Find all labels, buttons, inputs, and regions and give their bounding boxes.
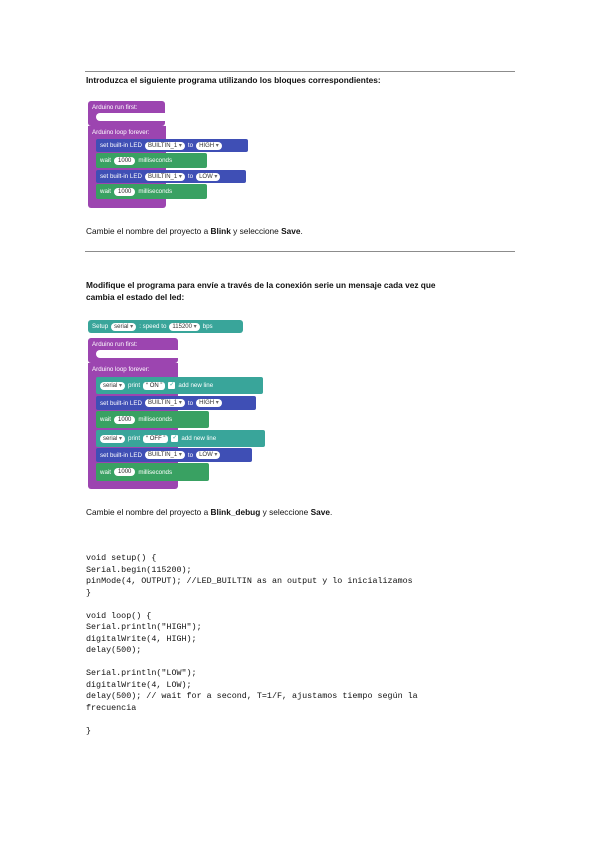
rename-instruction-1 [86, 225, 303, 237]
set-led-label: set built-in LED [100, 142, 142, 149]
loop-forever-header [88, 363, 178, 375]
rename-suffix: . [300, 226, 303, 236]
to-label: to [187, 399, 194, 407]
print-text-input[interactable]: “ ON ” [143, 382, 165, 390]
save-action: Save [281, 226, 301, 236]
serial-print-off-block[interactable] [96, 430, 265, 447]
to-label: to [187, 173, 194, 180]
add-new-line-checkbox[interactable]: ✓ [172, 435, 178, 441]
serial-print-on-block[interactable] [96, 377, 263, 394]
print-label: print [128, 435, 141, 442]
project-name: Blink [210, 226, 231, 236]
rename-suffix: . [330, 507, 333, 517]
pin-dropdown[interactable]: BUILTIN_1 ▾ [145, 451, 185, 459]
wait-label: wait [100, 468, 112, 476]
loop-forever-label: Arduino loop forever: [92, 365, 150, 373]
section2-heading-line2: cambia el estado del led: [86, 292, 185, 302]
project-name: Blink_debug [210, 507, 261, 517]
wait-block-1[interactable] [96, 411, 209, 428]
run-first-slot [96, 113, 165, 121]
serial-port-dropdown[interactable]: serial ▾ [111, 323, 136, 331]
rename-prefix: Cambie el nombre del proyecto a [86, 226, 211, 236]
wait-unit-label: milliseconds [138, 416, 173, 423]
divider-top [85, 71, 515, 72]
arduino-code-listing: void setup() { Serial.begin(115200); pinMode(4, OUTPUT); //LED_BUILTIN as an output y lo inicializamos } void loop() { Serial.println("HIGH"); digitalWrite(4, HIGH); delay(500); Serial.println("LOW"); digitalWrite(4, LOW); delay(500); // wait for a second, T=1/F, ajustamos tiempo según la frecuencia } [86, 553, 418, 736]
set-led-high-block[interactable] [96, 139, 248, 152]
rename-middle: y seleccione [230, 226, 282, 236]
run-first-block[interactable] [88, 338, 178, 350]
wait-block-1[interactable] [96, 153, 207, 168]
to-label: to [187, 451, 194, 459]
run-first-slot [96, 350, 178, 358]
serial-port-dropdown[interactable]: serial ▾ [100, 435, 125, 443]
run-first-label: Arduino run first: [92, 103, 138, 111]
wait-label: wait [100, 157, 112, 164]
run-first-block[interactable] [88, 101, 165, 113]
set-led-label: set built-in LED [100, 451, 142, 459]
to-label: to [187, 142, 194, 149]
wait-block-2[interactable] [96, 184, 207, 199]
print-text: ON [149, 382, 159, 389]
wait-unit-label: milliseconds [138, 468, 173, 476]
add-new-line-label: add new line [178, 382, 214, 389]
wait-unit-label: milliseconds [138, 188, 173, 195]
pin-dropdown[interactable]: BUILTIN_1 ▾ [145, 399, 185, 407]
pin-dropdown[interactable]: BUILTIN_1 ▾ [145, 142, 185, 150]
baud-rate-dropdown[interactable]: 115200 ▾ [169, 323, 199, 331]
set-led-low-block[interactable] [96, 170, 246, 183]
wait-block-2[interactable] [96, 463, 209, 481]
wait-value-input[interactable]: 1000 [114, 468, 135, 476]
divider-middle [85, 251, 515, 252]
rename-instruction-2 [86, 506, 332, 518]
serial-port-dropdown[interactable]: serial ▾ [100, 382, 125, 390]
loop-forever-label: Arduino loop forever: [92, 128, 150, 136]
speed-label: : speed to [139, 323, 167, 330]
rename-prefix: Cambie el nombre del proyecto a [86, 507, 211, 517]
loop-forever-header [88, 126, 166, 138]
wait-unit-label: milliseconds [138, 157, 173, 164]
wait-value-input[interactable]: 1000 [114, 157, 135, 165]
state-dropdown[interactable]: LOW ▾ [196, 451, 220, 459]
set-led-high-block[interactable] [96, 396, 256, 410]
save-action: Save [310, 507, 330, 517]
run-first-label: Arduino run first: [92, 340, 138, 348]
print-label: print [128, 382, 141, 389]
state-dropdown[interactable]: HIGH ▾ [196, 399, 222, 407]
rename-middle: y seleccione [260, 507, 311, 517]
wait-label: wait [100, 188, 112, 195]
wait-value-input[interactable]: 1000 [114, 416, 135, 424]
setup-serial-block[interactable] [88, 320, 243, 333]
set-led-label: set built-in LED [100, 173, 142, 180]
state-dropdown[interactable]: LOW ▾ [196, 173, 220, 181]
pin-dropdown[interactable]: BUILTIN_1 ▾ [145, 173, 185, 181]
setup-label: Setup [92, 323, 109, 330]
wait-value-input[interactable]: 1000 [114, 188, 135, 196]
state-dropdown[interactable]: HIGH ▾ [196, 142, 222, 150]
bps-label: bps [202, 323, 213, 330]
print-text-input[interactable]: “ OFF ” [143, 435, 168, 443]
set-led-label: set built-in LED [100, 399, 142, 407]
print-text: OFF [149, 435, 162, 442]
wait-label: wait [100, 416, 112, 423]
section2-heading-line1: Modifique el programa para envíe a través de la conexión serie un mensaje cada vez que [86, 280, 436, 290]
add-new-line-checkbox[interactable]: ✓ [169, 382, 175, 388]
section1-heading: Introduzca el siguiente programa utilizando los bloques correspondientes: [86, 75, 381, 85]
add-new-line-label: add new line [181, 435, 217, 442]
set-led-low-block[interactable] [96, 448, 252, 462]
